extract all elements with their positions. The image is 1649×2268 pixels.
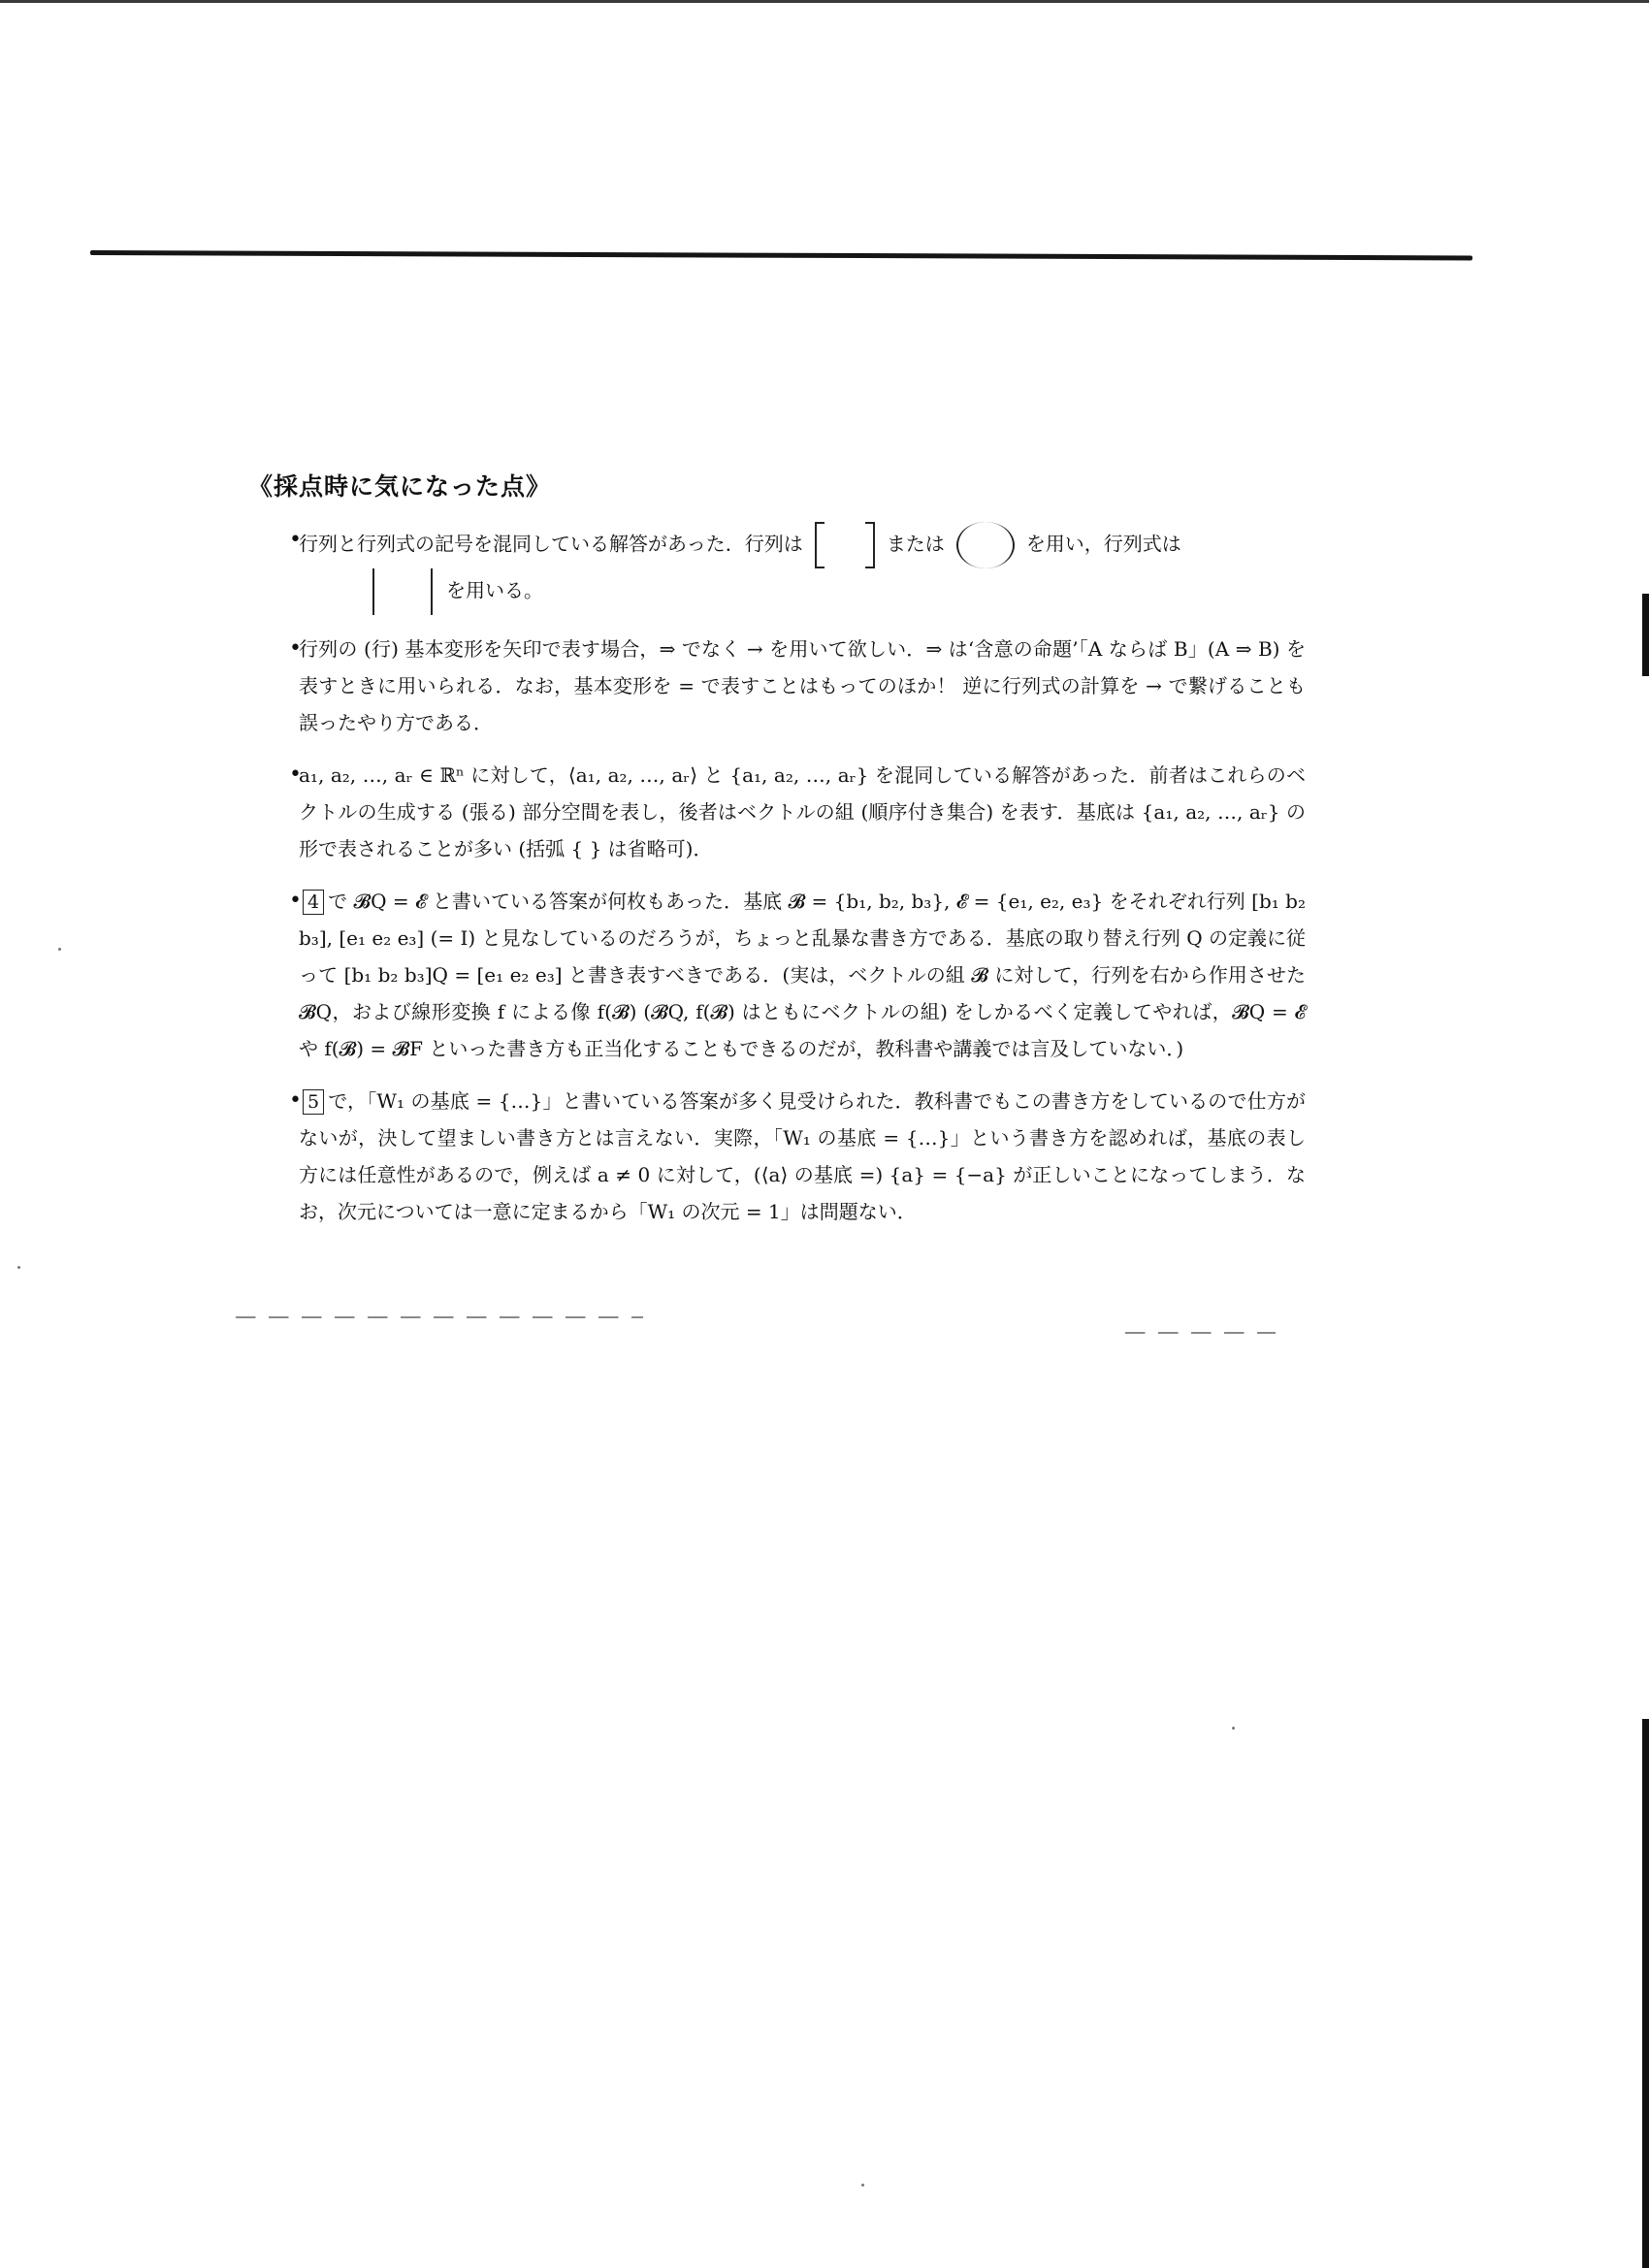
item-text: を用い，行列式は [1025,532,1181,556]
item-text: で，「W₁ の基底 = {…}」と書いている答案が多く見受けられた．教科書でもこの書き方をしているので仕方がないが，決して望ましい書き方とは言えない．実際，「W₁ の基底 = {…}」という書き方を認めれば，基底の表し方には任意性があるので，例えば a ≠ 0 に対して，(⟨a⟩ の基底 =) {a} = {−a} が正しいことになってしまう．なお，次元については一意に定まるから「W₁ の次元 = 1」は問題ない． [299,1089,1306,1223]
scan-margin-mark [1642,594,1649,676]
scan-edge [0,0,1649,3]
item-text: 行列と行列式の記号を混同している解答があった．行列は [299,532,803,556]
list-item [248,522,1306,615]
item-text: または [886,532,945,556]
dashed-rule [1125,1332,1276,1334]
dashed-rule [236,1316,643,1318]
item-text: 行列の (行) 基本変形を矢印で表す場合，⇒ でなく → を用いて欲しい．⇒ は‘含意の命題’「A ならば B」(A ⇒ B) を表すときに用いられる．なお，基本変形を = で表すことはもってのほか！ 逆に行列式の計算を → で繋げることも誤ったやり方である． [299,637,1306,734]
problem-number-box: 5 [303,1089,324,1115]
scan-speck [861,2184,864,2187]
header-rule [90,250,1472,260]
item-text: を用いる。 [446,578,543,602]
determinant-symbol [372,568,433,615]
paren-matrix-symbol [956,522,1015,568]
notes-list [248,522,1306,1230]
list-item [248,757,1306,867]
scan-speck [17,1266,20,1269]
list-item [248,1083,1306,1230]
scan-speck [1232,1727,1235,1730]
scan-margin-mark [1642,1719,1649,2268]
item-text: a₁, a₂, …, aᵣ ∈ ℝⁿ に対して，⟨a₁, a₂, …, aᵣ⟩ と {a₁, a₂, …, aᵣ} を混同している解答があった．前者はこれらのベクトルの生成する (張る) 部分空間を表し，後者はベクトルの組 (順序付き集合) を表す．基底は {a₁, a₂, …, aᵣ} の形で表されることが多い (括弧 { } は省略可)． [299,763,1306,860]
grading-notes-section [248,468,1306,1246]
problem-number-box: 4 [303,890,324,915]
scan-speck [58,948,61,951]
list-item [248,883,1306,1067]
item-text: で 𝓑Q = 𝓔 と書いている答案が何枚もあった．基底 𝓑 = {b₁, b₂, b₃}, 𝓔 = {e₁, e₂, e₃} をそれぞれ行列 [b₁ b₂ b₃], [e₁ e₂ e₃] (= I) と見なしているのだろうが，ちょっと乱暴な書き方である．基底の取り替え行列 Q の定義に従って [b₁ b₂ b₃]Q = [e₁ e₂ e₃] と書き表すべきである．(実は，ベクトルの組 𝓑 に対して，行列を右から作用させた 𝓑Q，および線形変換 f による像 f(𝓑) (𝓑Q, f(𝓑) はともにベクトルの組) をしかるべく定義してやれば，𝓑Q = 𝓔 や f(𝓑) = 𝓑F といった書き方も正当化することもできるのだが，教科書や講義では言及していない．) [299,890,1306,1060]
list-item [248,631,1306,741]
section-heading: 《採点時に気になった点》 [248,472,552,501]
bracket-matrix-symbol [815,522,875,568]
